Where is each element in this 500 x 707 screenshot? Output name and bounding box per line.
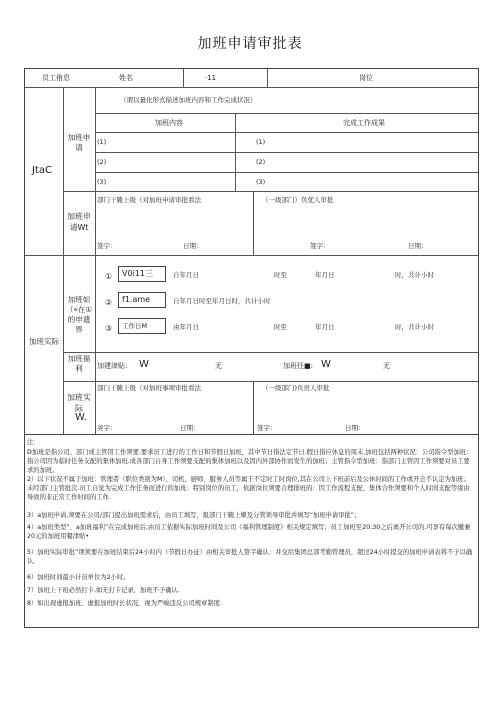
content-row-1[interactable]: (1) (97, 138, 107, 146)
note-item: 6）加班时间最小计员单位为2小时。 (27, 574, 130, 581)
note-item: 2）以下状况不属于加班：管理者（职位类别为M）、司机、厨师、服务人员等属于不定时工时岗位,其在公司上下班前后及公休时间的工作或开会不认定为加班；未经部门主管批次.员工自觉为完成工作任务而进行的加班：特别岗位的员工，依据岗位须要合理排班的：因工作流程支配、集体合作须要和个人时间支配等缘由导致的非正常工作时间的工作. (27, 476, 470, 501)
option-1-to: 时至 (274, 271, 287, 279)
date-label: 日期： (183, 242, 203, 250)
name-value[interactable]: ·11 (205, 74, 217, 82)
note-item: 5）加班实际审批”项须要在加班结束后24小时内（节假日办征）由相关审批人签字确认：并交给集团总部考勤管理员，超过24小时提交的加班申请表将不予以确认. (27, 549, 473, 565)
allowance-label: 加建津贴: (97, 362, 128, 370)
name-label: 姓名 (119, 74, 133, 82)
compensatory-label: 加班任■: (283, 362, 313, 370)
option-1-number: ① (105, 272, 113, 281)
content-row-2[interactable]: (2) (97, 158, 107, 166)
overtime-form-table (24, 68, 479, 435)
request-label: 加班申请 (67, 133, 91, 153)
form-title: 加班申请审批表 (197, 36, 303, 52)
note-item: 7）加班上下班必然打卡,如无打卡记录，加班不予确认. (27, 587, 180, 594)
option-1-date: 年月日 (315, 271, 335, 279)
application-group-label: JtaC (32, 165, 52, 176)
option-1-box[interactable]: V0i11三 (118, 266, 166, 282)
dept-head-opinion: （一级部门）负优人审批 (262, 196, 334, 204)
allowance-mark[interactable]: W (139, 359, 149, 370)
note-item: D加班是指公司、部门或主管因工作须要.要求员工进行的工作日和节假日加班，其中节日指法定节日.假日指应休息的周末.加班包括两种状况：公司指令型加班：指公司因为临时任务支配的集体加班.或各部门自身工作须要支配的集体加班以及因内外部协作而发生的加班；主管指令型加班：指部门主管因工作须要对员工要求的加班。 (27, 449, 473, 474)
actual-date-label: 日期： (180, 424, 200, 432)
option-1-total: 时，共计小时 (395, 271, 434, 279)
actual-sign-label-2: 签字： (257, 424, 277, 432)
actual-sign-label: 荚字： (97, 424, 117, 432)
approval-label: 加班申请Wt (67, 212, 91, 232)
note-item: 3）a加班申请,须要在公司/部门提出加班需求后，由员工填写，报部门干腌上姬及分管领导审批并填写“加班申请审批”； (27, 512, 361, 519)
actual-supervisor-opinion: 部门干腌上级（对加班事项审批看法 (97, 384, 201, 392)
option-2-number: ② (105, 298, 113, 307)
allowance-none[interactable]: 无 (215, 362, 222, 370)
result-row-1[interactable]: (1) (256, 138, 266, 146)
option-3-number: ③ (105, 324, 113, 333)
notes-section (24, 435, 479, 628)
compensatory-none[interactable]: 无 (383, 362, 390, 370)
option-3-date: 年月日 (315, 323, 335, 331)
result-header: 完成工作成果 (343, 119, 385, 127)
option-2-range: 自年月日时至年月日时，共计小时 (173, 297, 271, 305)
option-1-from: 自年月日 (173, 271, 199, 279)
position-label: 岗位 (359, 74, 373, 82)
option-3-total: 时，共计小时 (395, 323, 434, 331)
note-item: 4）a加班类型”、a加班福利”在完成加班后,由员工依据实际加班时间及公司《福利管理制度》相关规定填写；员工加班至20:30之后离开公司的,可享有每次撤兼20元的加班用餐津贴• (27, 524, 471, 540)
option-3-from: 由年月日 (173, 323, 199, 331)
review-mark: W. (75, 412, 87, 423)
sign-label: 签字： (310, 242, 330, 250)
content-header: 加班内容 (155, 119, 183, 127)
result-row-3[interactable]: (3) (256, 178, 266, 186)
compensatory-mark[interactable]: W (321, 359, 331, 370)
welfare-label: 加班福利 (67, 354, 91, 374)
review-label: 加班实际 (67, 393, 91, 413)
option-2-box[interactable]: f1.ame (118, 292, 166, 308)
instruction-text: （谓以量化形式描述加班内容和工作完成状况） (120, 96, 257, 104)
option-3-box[interactable]: 工作日M (118, 318, 166, 334)
date-label: 日期： (408, 242, 428, 250)
sign-label: 签字： (97, 242, 117, 250)
result-row-2[interactable]: (2) (256, 158, 266, 166)
option-3-to: 时至 (274, 323, 287, 331)
method-label: 加班如（«在①的申遗界 (65, 295, 93, 335)
actual-date-label-2: 日期： (345, 424, 365, 432)
notes-heading: 注： (27, 439, 40, 446)
supervisor-opinion: 部门干腌上级（对加班申请审批看法 (97, 196, 201, 204)
employee-info-label: 员工侑息 (42, 74, 70, 82)
note-item: 8）如出现虚报加班、虚报加班时长状况，视为严峻违反公司规章制度. (27, 600, 222, 607)
actual-dept-head-opinion: （一级部门)负贵人审批 (262, 384, 330, 392)
content-row-3[interactable]: (3) (97, 178, 107, 186)
actual-group-label: 加班实际 (29, 337, 59, 346)
